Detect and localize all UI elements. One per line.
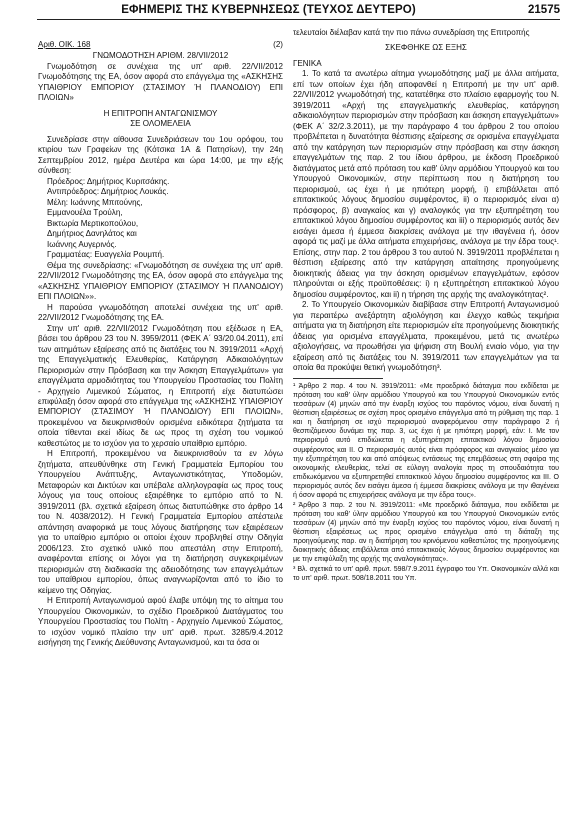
member-line: Πρόεδρος: Δημήτριος Κυριτσάκης. [47,176,170,186]
paragraph: Η Επιτροπή Ανταγωνισμού αφού έλαβε υπόψη της το αίτημα του Υπουργείου Οικονομικών, το σχέδιο Προεδρικού Διατάγματος του Υπουργείου Προστασίας του Πολίτη - Αρχηγείο Λιμενικού Σώματος, το ισχύον νομικό πλαίσιο την υπ' αριθ. πρωτ. 3285/9.4.2012 εισήγηση της Γενικής Διεύθυνσης Ανταγωνισμού, και τα όσα οι [38,596,283,648]
footnote: ¹ Άρθρο 2 παρ. 4 του Ν. 3919/2011: «Με προεδρικό διάταγμα που εκδίδεται με πρόταση του καθ' ύλην αρμόδιου Υπουργού και του Υπουργού Οικονομικών εντός τεσσάρων (4) μηνών από την έναρξη ισχύος του παρόντος νόμου, είναι δυνατή η θέσπιση εξαιρέσεως σε σχέση προς ορισμένο επάγγελμα από τη ρύθμιση της παρ. 1 και η διατήρηση σε ισχύ περιορισμού αναφερόμενου στην παράγραφο 2 ή θεσπιζόμενου δυνάμει της παρ. 3, ως έχει ή με ηπιότερη μορφή, εάν: I. Με τον περιορισμό αυτό επιδιώκεται η εξυπηρέτηση επιτακτικού λόγου δημοσίου συμφέροντος και II. Ο περιορισμός αυτός είναι πρόσφορος και αναγκαίος μέσο για την εξυπηρέτηση του και από απόψεως εντάσεως της επεμβάσεως στη σφαίρα της οικονομικής ελευθερίας, τελεί σε εύλογη αναλογία προς τη σπουδαιότητα του επιδιωκόμενου να εξυπηρετηθεί επιτακτικού λόγου δημοσίου συμφέροντος και III. Ο περιορισμός αυτός δεν εισάγει άμεσα ή έμμεσα διακρίσεις ανάλογα με την ιθαγένεια ή όσον αφορά τις επιχειρήσεις ανάλογα με την έδρα τους». [293,382,559,500]
item-number: (2) [273,40,283,49]
member-line: Δημήτριος Δανηλάτος και [47,229,137,239]
paragraph: Θέμα της συνεδρίασης: «Γνωμοδότηση σε συνέχεια της υπ' αριθ. 22/VII/2012 Γνωμοδότησης της ΕΑ, όσον αφορά στο επάγγελμα της «ΑΣΚΗΣΗΣ ΥΠΑΙΘΡΙΟΥ ΕΜΠΟΡΙΟΥ (ΣΤΑΣΙΜΟΥ Ή ΠΛΑΝΟΔΙΟΥ) ΕΠΙ ΠΛΟΙΩΝ»». [38,260,283,302]
page-header [37,2,560,20]
paragraph: Η παρούσα γνωμοδότηση αποτελεί συνέχεια της υπ' αριθ. 22/VII/2012 Γνωμοδότησης της ΕΑ. [38,302,283,323]
committee-heading: Η ΕΠΙΤΡΟΠΗ ΑΝΤΑΓΩΝΙΣΜΟΥ [103,108,218,118]
member-line: Μέλη: Ιωάννης Μπιτούνης, [47,197,143,207]
page-number: 21575 [528,4,560,16]
subsection-heading: ΓΕΝΙΚΑ [293,58,322,68]
reference-line [38,40,283,50]
paragraph: τελευταίοι διέλαβαν κατά την πιο πάνω συνεδρίαση της Επιτροπής [293,28,530,37]
member-line: Εμμανουέλα Τρούλη, [47,208,123,218]
footnote-divider [293,378,383,379]
member-line: Γραμματέας: Ευαγγελία Ρουμπή. [47,250,165,260]
reference-number: Αριθ. ΟΙΚ. 168 [38,40,91,49]
document-title: ΓΝΩΜΟΔΟΤΗΣΗ ΑΡΙΘΜ. 28/VII/2012 [92,51,229,61]
member-line: Αντιπρόεδρος: Δημήτριος Λουκάς. [47,187,169,197]
paragraph: 1. Το κατά τα ανωτέρω αίτημα γνωμοδότησης μαζί με άλλα αιτήματα, επί των οποίων έχει ήδη αποφανθεί η Επιτροπή με την υπ' αριθ. 22/VII/2012 γνωμοδότησή της, κατατέθηκε στο πλαίσιο εφαρμογής του Ν. 3919/2011 «Αρχή της επαγγελματικής ελευθερίας, κατάργηση αδικαιολόγητων περιορισμών στην πρόσβαση και άσκηση επαγγελμάτων» (ΦΕΚ Α΄ 32/2.3.2011), με την παράγραφο 4 του άρθρου 2 του οποίου προβλέπεται η δυνατότητα θέσπισης εξαίρεσης σε ορισμένα επαγγέλματα από την κατάργηση των περιορισμών στην πρόσβαση και στην άσκηση επαγγελμάτων της παρ. 2 του ίδιου άρθρου, με έκδοση Προεδρικού διατάγματος μετά από πρόταση του καθ' ύλην αρμόδιου Υπουργού και του Υπουργού Οικονομικών, στην περίπτωση που η διατήρηση του περιορισμού, ως έχει ή με ηπιότερη μορφή, i) επιβάλλεται από επιτακτικούς λόγους δημοσίου συμφέροντος, ii) ο περιορισμός είναι α) πρόσφορος, β) αναγκαίος και γ) αναλογικός για την εξυπηρέτηση του επιτακτικού λόγου δημοσίου συμφέροντος και iii) ο περιορισμός αυτός δεν εισάγει άμεσα ή έμμεσα διακρίσεις ανάλογα με την ιθαγένεια ή, όσον αφορά τις μαζί με άλλα αιτήματα επιχειρήσεις, ανάλογα με την έδρα τους¹. Επίσης, στην παρ. 2 του άρθρου 3 του αυτού Ν. 3919/2011 προβλέπεται η θέσπιση εξαίρεσης από την κατάργηση απαίτησης προηγούμενης διοικητικής άδειας για την άσκηση ορισμένων επαγγελμάτων, εφόσον πληρούνται οι εξής προϋποθέσεις: i) η εξυπηρέτηση επιτακτικού λόγου δημοσίου συμφέροντος, και ii) η τήρηση της αρχής της αναλογικότητας². [293,69,559,299]
paragraph: 2. Το Υπουργείο Οικονομικών διαβίβασε στην Επιτροπή Ανταγωνισμού για περαιτέρω ανεξάρτητη αξιολόγηση και έλεγχο καθώς τεκμήρια αιτήματα για τη διατήρηση είτε περιορισμών είτε προηγούμενης διοικητικής άδειας για ορισμένα επαγγέλματα, προκειμένου, μετά τις ανωτέρω αξιολογήσεις, να προωθήσει για ψήφιση στη Βουλή ενιαίο νόμο, για την εξαίρεση από τις διατάξεις του Ν. 3919/2011 των επαγγελμάτων για τα οποία θα προκύψει θετική γνωμοδότηση³. [293,300,559,373]
committee-subheading: ΣΕ ΟΛΟΜΕΛΕΙΑ [130,119,191,129]
paragraph: Η Επιτροπή, προκειμένου να διευκρινισθούν τα εν λόγω ζητήματα, απευθύνθηκε στη Γενική Γραμματεία Εμπορίου του Υπουργείου Ανάπτυξης, Ανταγωνιστικότητας, Υποδομών, Μεταφορών και Δικτύων και υπέβαλε αλληλογραφία ως προς τους λόγους για τους οποίους εξαιρέθηκε το εμπόριο από το Ν. 3919/2011 (βλ. σχετικά εξαίρεση όπως διατυπώθηκε στο άρθρο 14 του Ν. 4038/2012). Η Γενική Γραμματεία Εμπορίου απέστειλε απάντηση αναφορικά με τους λόγους διατήρησης των εξαιρέσεων για το υπαίθριο εμπόριο οι οποίοι έχουν προβληθεί στην Οδηγία 2006/123. Στο σχετικό υλικό που απεστάλη στην Επιτροπή, αναφέρονται επίσης οι λόγοι για τη διατήρηση συγκεκριμένων περιορισμών στη διαδικασία της αδειοδότησης των επαγγελμάτων του υπαίθριου εμπορίου, όπως αναγνωρίζονται από το ίδιο το κείμενο της Οδηγίας. [38,449,283,595]
paragraph: Στην υπ' αριθ. 22/VII/2012 Γνωμοδότηση που εξέδωσε η ΕΑ, βάσει του άρθρου 23 του Ν. 3959/2011 (ΦΕΚ Α΄ 93/20.04.2011), επί των αιτημάτων εξαίρεσης από τις διατάξεις του Ν. 3919/2011 «Αρχή της Επαγγελματικής Ελευθερίας, Κατάργηση Αδικαιολόγητων Περιορισμών στην Πρόσβαση και την Άσκηση Επαγγελμάτων» για επαγγέλματα αρμοδιότητας του Υπουργείου Προστασίας του Πολίτη - Αρχηγείο Λιμενικού Σώματος, η Επιτροπή είχε διατυπώσει επιφύλαξη όσον αφορά στο επάγγελμα της «ΑΣΚΗΣΗΣ ΥΠΑΙΘΡΙΟΥ ΕΜΠΟΡΙΟΥ (ΣΤΑΣΙΜΟΥ Ή ΠΛΑΝΟΔΙΟΥ) ΕΠΙ ΠΛΟΙΩΝ», προκειμένου να διευκρινισθούν ορισμένα ειδικότερα ζητήματα τα οποία τίθενται εκεί ιδίως δε ως προς τη σχέση του νομικού καθεστώτος με το ισχύον για το χερσαίο υπαίθριο εμπόριο. [38,323,283,448]
document-subject: Γνωμοδότηση σε συνέχεια της υπ' αριθ. 22/VII/2012 Γνωμοδότησης της ΕΑ, όσον αφορά στο επάγγελμα της «ΑΣΚΗΣΗΣ ΥΠΑΙΘΡΙΟΥ ΕΜΠΟΡΙΟΥ (ΣΤΑΣΙΜΟΥ Ή ΠΛΑΝΟΔΙΟΥ) ΕΠΙ ΠΛΟΙΩΝ» [38,61,283,103]
gazette-title: ΕΦΗΜΕΡΙΣ ΤΗΣ ΚΥΒΕΡΝΗΣΕΩΣ (ΤΕΥΧΟΣ ΔΕΥΤΕΡΟ) [121,4,416,16]
section-heading: ΣΚΕΦΘΗΚΕ ΩΣ ΕΞΗΣ [385,43,467,53]
footnote: ² Άρθρο 3 παρ. 2 του Ν. 3919/2011: «Με προεδρικό διάταγμα, που εκδίδεται με πρόταση του καθ' ύλην αρμόδιου Υπουργού και του Υπουργού Οικονομικών εντός τεσσάρων (4) μηνών από την έναρξη ισχύος του παρόντος νόμου, είναι δυνατή η θέσπιση εξαιρέσεως ως προς ορισμένο επάγγελμα από τη διάταξη της προηγούμενης παρ. αν η διατήρηση του κρινόμενου καθεστώτος της προηγούμενης διοικητικής άδειας επιβάλλεται από επιτακτικούς λόγους δημοσίου συμφέροντος και με την επιφύλαξη της αρχής της αναλογικότητας». [293,501,559,564]
member-line: Ιωάννης Αυγερινός. [47,239,117,249]
right-column [293,28,559,583]
left-column [38,40,283,649]
footnote: ³ Βλ. σχετικά το υπ' αριθ. πρωτ. 598/7.9.2011 έγγραφο του Υπ. Οικονομικών αλλά και το υπ' αριθ. πρωτ. 508/18.2011 του Υπ. [293,565,559,582]
paragraph: Συνεδρίασε στην αίθουσα Συνεδριάσεων του 1ου ορόφου, του κτιρίου των Γραφείων της (Κότσικα 1Α & Πατησίων), την 24η Σεπτεμβρίου 2012, ημέρα Δευτέρα και ώρα 14:00, με την εξής σύνθεση: [38,134,283,176]
member-line: Βικτωρία Μερτικοπούλου, [47,218,139,228]
